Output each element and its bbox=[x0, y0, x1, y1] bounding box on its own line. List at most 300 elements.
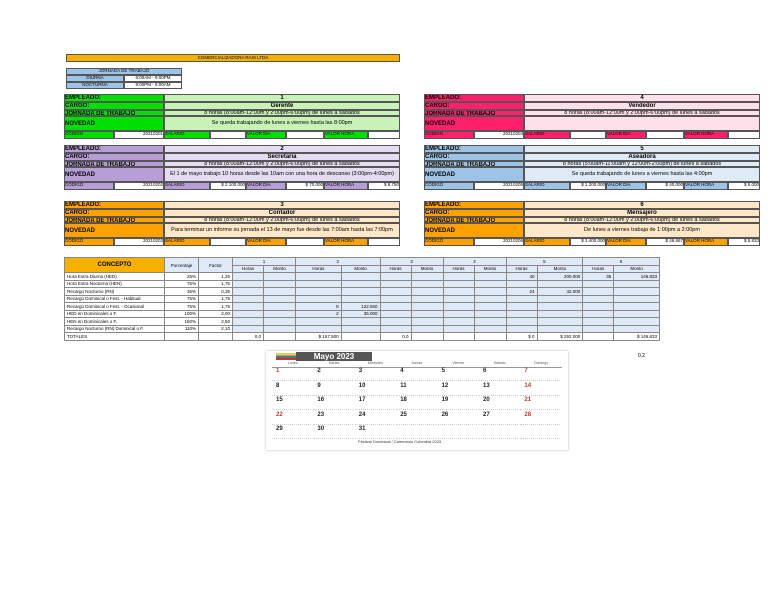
employee-valor-dia bbox=[646, 131, 684, 139]
factor-cell: 1,75 bbox=[199, 295, 233, 303]
calendar-day-cell: 1 bbox=[272, 368, 311, 381]
calendar-day-cell: 28 bbox=[520, 412, 559, 425]
porcentaje-cell: 150% bbox=[165, 318, 199, 326]
employee-col-header: 5 bbox=[506, 258, 583, 266]
valor-dia-label: VALOR DIA bbox=[606, 182, 646, 190]
employee-card-3 bbox=[64, 201, 400, 247]
value-cell bbox=[537, 303, 583, 311]
calendar-day-cell: 19 bbox=[438, 397, 477, 410]
factor-cell: 1,75 bbox=[199, 280, 233, 288]
jornada-label: JORNADA DE TRABAJO bbox=[424, 161, 524, 167]
calendar-day-header: Sabado bbox=[479, 361, 520, 368]
salario-label: SALARIO bbox=[524, 238, 570, 246]
factor-cell: 2,50 bbox=[199, 318, 233, 326]
calendar-day-cell: 7 bbox=[520, 368, 559, 381]
value-cell bbox=[614, 280, 660, 288]
empleado-label: EMPLEADO: bbox=[424, 201, 524, 209]
porcentaje-cell: 25% bbox=[165, 273, 199, 281]
calendar-day-cell bbox=[396, 426, 435, 439]
novedad-label: NOVEDAD bbox=[64, 116, 164, 131]
total-cell bbox=[411, 333, 443, 341]
side-value: 0,2 bbox=[638, 353, 645, 359]
value-cell bbox=[411, 325, 443, 333]
value-cell bbox=[474, 295, 506, 303]
employee-valor-dia: $ 40.000 bbox=[646, 182, 684, 190]
calendar-day-cell: 15 bbox=[272, 397, 311, 410]
valor-hora-label: VALOR HORA bbox=[324, 238, 368, 246]
value-cell bbox=[583, 288, 614, 296]
concepto-header: CONCEPTO bbox=[65, 258, 165, 273]
value-cell bbox=[380, 280, 411, 288]
employee-cargo: Gerente bbox=[164, 102, 400, 110]
value-cell bbox=[380, 303, 411, 311]
value-cell bbox=[264, 318, 296, 326]
employee-codigo: 20210203 bbox=[114, 238, 164, 246]
employee-codigo: 20210202 bbox=[114, 182, 164, 190]
employee-number: 1 bbox=[164, 94, 400, 102]
blank-cell bbox=[199, 333, 233, 341]
valor-dia-label: VALOR DIA bbox=[246, 131, 286, 139]
total-cell: $ 157.500 bbox=[296, 333, 342, 341]
value-cell: 200.000 bbox=[537, 273, 583, 281]
value-cell bbox=[506, 280, 537, 288]
value-cell bbox=[583, 280, 614, 288]
valor-hora-label: VALOR HORA bbox=[684, 131, 728, 139]
codigo-label: CODIGO bbox=[64, 131, 114, 139]
value-cell bbox=[474, 325, 506, 333]
jornada-label: JORNADA DE TRABAJO bbox=[64, 110, 164, 116]
calendar-day-cell: 2 bbox=[313, 368, 352, 381]
value-cell bbox=[614, 303, 660, 311]
jornada-label: JORNADA DE TRABAJO bbox=[64, 161, 164, 167]
value-cell: 42.000 bbox=[537, 288, 583, 296]
summary-table bbox=[64, 257, 660, 341]
porcentaje-header: Porcentaje bbox=[165, 258, 199, 273]
value-cell bbox=[614, 325, 660, 333]
value-cell bbox=[474, 288, 506, 296]
value-cell bbox=[341, 318, 380, 326]
colombia-flag-icon bbox=[276, 353, 296, 360]
total-cell bbox=[443, 333, 474, 341]
calendar-day-cell: 23 bbox=[313, 412, 352, 425]
monto-header: Monto bbox=[264, 265, 296, 273]
valor-dia-label: VALOR DIA bbox=[246, 238, 286, 246]
value-cell bbox=[443, 280, 474, 288]
calendar-day-cell: 10 bbox=[355, 383, 394, 396]
value-cell bbox=[474, 273, 506, 281]
employee-cargo: Mensajero bbox=[524, 209, 760, 217]
employee-card-6 bbox=[424, 201, 760, 247]
concepto-cell: Hora Extra Diurna (HED) bbox=[65, 273, 165, 281]
value-cell bbox=[614, 288, 660, 296]
employee-col-header: 2 bbox=[296, 258, 381, 266]
value-cell bbox=[264, 288, 296, 296]
salario-label: SALARIO bbox=[524, 182, 570, 190]
calendar-day-cell: 21 bbox=[520, 397, 559, 410]
total-cell bbox=[583, 333, 614, 341]
value-cell: 35 bbox=[583, 273, 614, 281]
calendar-day-cell: 8 bbox=[272, 383, 311, 396]
employee-novedad: De lunes a viernes trabaja de 1:00pm a 2:00pm bbox=[524, 223, 760, 238]
calendar-day-cell: 13 bbox=[479, 383, 518, 396]
factor-cell: 0,35 bbox=[199, 288, 233, 296]
concepto-cell: HEN en Dominicales o F. bbox=[65, 318, 165, 326]
calendar-day-header: Martes bbox=[313, 361, 354, 368]
value-cell bbox=[506, 295, 537, 303]
calendar-day-cell: 29 bbox=[272, 426, 311, 439]
employee-novedad bbox=[524, 116, 760, 131]
cargo-label: CARGO: bbox=[424, 153, 524, 161]
value-cell bbox=[443, 310, 474, 318]
calendar-image bbox=[266, 351, 568, 450]
value-cell bbox=[380, 310, 411, 318]
valor-hora-label: VALOR HORA bbox=[684, 238, 728, 246]
value-cell bbox=[443, 303, 474, 311]
value-cell bbox=[537, 280, 583, 288]
employee-salario: $ 1.400.000 bbox=[570, 238, 606, 246]
concepto-cell: Recargo Dominical o Fest. - Ocasional bbox=[65, 303, 165, 311]
employee-jornada: 8 horas (8:00am-12:00m y 2:00pm-6:00pm) de lunes a sabados bbox=[164, 217, 400, 223]
calendar-day-cell bbox=[479, 426, 518, 439]
employee-novedad: El 1 de mayo trabajo 10 horas desde las 10am con una hora de descanso (3:00pm-4:00pm) bbox=[164, 167, 400, 182]
employee-cargo: Secretaria bbox=[164, 153, 400, 161]
jornada-diurna-label: DIURNA bbox=[66, 75, 124, 82]
value-cell bbox=[380, 295, 411, 303]
value-cell bbox=[474, 303, 506, 311]
employee-jornada: 8 horas (5:00am-11:00am y 12:00m-2:00pm) de lunes a sabados bbox=[524, 161, 760, 167]
employee-salario bbox=[210, 131, 246, 139]
employee-salario: $ 1.200.000 bbox=[570, 182, 606, 190]
total-cell bbox=[264, 333, 296, 341]
value-cell bbox=[537, 318, 583, 326]
value-cell bbox=[341, 288, 380, 296]
novedad-label: NOVEDAD bbox=[424, 223, 524, 238]
calendar-day-header: Viernes bbox=[438, 361, 479, 368]
value-cell bbox=[537, 295, 583, 303]
value-cell bbox=[411, 303, 443, 311]
value-cell bbox=[233, 288, 264, 296]
employee-valor-dia bbox=[286, 131, 324, 139]
employee-col-header: 4 bbox=[443, 258, 506, 266]
factor-cell: 1,25 bbox=[199, 273, 233, 281]
value-cell bbox=[380, 318, 411, 326]
factor-header: Factor bbox=[199, 258, 233, 273]
monto-header: Monto bbox=[614, 265, 660, 273]
value-cell bbox=[583, 325, 614, 333]
value-cell bbox=[614, 295, 660, 303]
value-cell bbox=[296, 318, 342, 326]
codigo-label: CODIGO bbox=[424, 238, 474, 246]
employee-number: 5 bbox=[524, 145, 760, 153]
factor-cell: 2,10 bbox=[199, 325, 233, 333]
blank-cell bbox=[165, 333, 199, 341]
value-cell bbox=[411, 288, 443, 296]
employee-col-header: 1 bbox=[233, 258, 296, 266]
empleado-label: EMPLEADO: bbox=[424, 94, 524, 102]
employee-novedad: Se queda trabajando de lunes a viernes hasta las 4:00pm bbox=[524, 167, 760, 182]
value-cell: 122.500 bbox=[341, 303, 380, 311]
employee-valor-hora bbox=[368, 238, 400, 246]
value-cell bbox=[233, 325, 264, 333]
empleado-label: EMPLEADO: bbox=[424, 145, 524, 153]
employee-card-4 bbox=[424, 94, 760, 140]
employee-jornada: 8 horas (8:00am-12:00m y 2:00pm-6:00pm) de lunes a sabados bbox=[164, 161, 400, 167]
value-cell bbox=[614, 318, 660, 326]
value-cell bbox=[443, 273, 474, 281]
total-cell: $ 146.833 bbox=[614, 333, 660, 341]
employee-salario: $ 2.100.000 bbox=[210, 182, 246, 190]
empleado-label: EMPLEADO: bbox=[64, 145, 164, 153]
employee-codigo: 20210204 bbox=[474, 131, 524, 139]
value-cell bbox=[264, 280, 296, 288]
employee-valor-dia: $ 70.000 bbox=[286, 182, 324, 190]
calendar-day-cell: 3 bbox=[355, 368, 394, 381]
value-cell bbox=[443, 325, 474, 333]
concepto-cell: HED en Dominicales o F. bbox=[65, 310, 165, 318]
value-cell bbox=[506, 318, 537, 326]
calendar-day-cell: 27 bbox=[479, 412, 518, 425]
cargo-label: CARGO: bbox=[64, 209, 164, 217]
novedad-label: NOVEDAD bbox=[64, 223, 164, 238]
calendar-day-cell: 25 bbox=[396, 412, 435, 425]
value-cell bbox=[264, 295, 296, 303]
value-cell bbox=[411, 273, 443, 281]
value-cell bbox=[264, 273, 296, 281]
employee-jornada: 8 horas (8:00am-12:00m y 2:00pm-6:00pm) de lunes a sabados bbox=[524, 110, 760, 116]
calendar-day-cell: 22 bbox=[272, 412, 311, 425]
employee-cargo: Vendedor bbox=[524, 102, 760, 110]
calendar-day-header: Miercoles bbox=[355, 361, 396, 368]
value-cell bbox=[296, 280, 342, 288]
horas-header: Horas bbox=[380, 265, 411, 273]
value-cell bbox=[411, 295, 443, 303]
value-cell: 24 bbox=[506, 288, 537, 296]
value-cell bbox=[583, 295, 614, 303]
empleado-label: EMPLEADO: bbox=[64, 94, 164, 102]
value-cell bbox=[233, 280, 264, 288]
employee-codigo: 20210201 bbox=[114, 131, 164, 139]
employee-codigo: 20210206 bbox=[474, 238, 524, 246]
calendar-day-cell bbox=[520, 426, 559, 439]
employee-jornada: 8 horas (8:00am-12:00m y 2:00pm-6:00pm) de lunes a sabados bbox=[524, 217, 760, 223]
value-cell bbox=[411, 318, 443, 326]
value-cell bbox=[474, 310, 506, 318]
value-cell bbox=[506, 325, 537, 333]
concepto-cell: Recargo Dominical o Fest. - Habitual bbox=[65, 295, 165, 303]
horas-header: Horas bbox=[233, 265, 264, 273]
value-cell bbox=[341, 280, 380, 288]
calendar-day-cell: 5 bbox=[438, 368, 477, 381]
value-cell bbox=[341, 325, 380, 333]
codigo-label: CODIGO bbox=[424, 182, 474, 190]
value-cell bbox=[233, 273, 264, 281]
calendar-day-cell: 17 bbox=[355, 397, 394, 410]
jornada-label: JORNADA DE TRABAJO bbox=[64, 217, 164, 223]
codigo-label: CODIGO bbox=[424, 131, 474, 139]
monto-header: Monto bbox=[537, 265, 583, 273]
calendar-title: Mayo 2023 bbox=[296, 352, 372, 361]
jornada-title: JORNADA DE TRABAJO bbox=[66, 68, 182, 75]
totales-label: TOTALES bbox=[65, 333, 165, 341]
value-cell bbox=[583, 310, 614, 318]
valor-dia-label: VALOR DIA bbox=[606, 238, 646, 246]
jornada-nocturna-label: NOCTURNA bbox=[66, 82, 124, 89]
value-cell bbox=[474, 318, 506, 326]
employee-number: 4 bbox=[524, 94, 760, 102]
salario-label: SALARIO bbox=[164, 182, 210, 190]
monto-header: Monto bbox=[411, 265, 443, 273]
employee-col-header: 6 bbox=[583, 258, 660, 266]
calendar-day-cell: 9 bbox=[313, 383, 352, 396]
calendar-day-cell: 4 bbox=[396, 368, 435, 381]
value-cell bbox=[233, 318, 264, 326]
employee-salario bbox=[570, 131, 606, 139]
salario-label: SALARIO bbox=[524, 131, 570, 139]
concepto-cell: Hora Extra Nocturna (HEN) bbox=[65, 280, 165, 288]
factor-cell: 1,75 bbox=[199, 303, 233, 311]
cargo-label: CARGO: bbox=[64, 153, 164, 161]
value-cell bbox=[233, 303, 264, 311]
porcentaje-cell: 75% bbox=[165, 280, 199, 288]
value-cell bbox=[264, 310, 296, 318]
jornada-label: JORNADA DE TRABAJO bbox=[424, 110, 524, 116]
total-cell: 0,0 bbox=[380, 333, 411, 341]
value-cell bbox=[380, 273, 411, 281]
value-cell: 2 bbox=[296, 310, 342, 318]
value-cell bbox=[411, 280, 443, 288]
codigo-label: CODIGO bbox=[64, 182, 114, 190]
calendar-day-cell: 6 bbox=[479, 368, 518, 381]
horas-header: Horas bbox=[506, 265, 537, 273]
employee-number: 6 bbox=[524, 201, 760, 209]
employee-novedad: Para terminar un informe su jornada el 13 de mayo fue desde las 7:00am hasta las 7:00pm bbox=[164, 223, 400, 238]
valor-dia-label: VALOR DIA bbox=[606, 131, 646, 139]
horas-header: Horas bbox=[443, 265, 474, 273]
calendar-day-cell: 12 bbox=[438, 383, 477, 396]
novedad-label: NOVEDAD bbox=[64, 167, 164, 182]
value-cell: 35.000 bbox=[341, 310, 380, 318]
employee-number: 2 bbox=[164, 145, 400, 153]
employee-salario bbox=[210, 238, 246, 246]
porcentaje-cell: 110% bbox=[165, 325, 199, 333]
total-cell: $ 292.000 bbox=[537, 333, 583, 341]
valor-hora-label: VALOR HORA bbox=[324, 182, 368, 190]
value-cell bbox=[474, 280, 506, 288]
employee-cargo: Contador bbox=[164, 209, 400, 217]
value-cell: 146.833 bbox=[614, 273, 660, 281]
cargo-label: CARGO: bbox=[424, 209, 524, 217]
valor-hora-label: VALOR HORA bbox=[684, 182, 728, 190]
value-cell bbox=[264, 303, 296, 311]
novedad-label: NOVEDAD bbox=[424, 167, 524, 182]
employee-card-1 bbox=[64, 94, 400, 140]
employee-valor-dia bbox=[286, 238, 324, 246]
employee-valor-hora: $ 5.833 bbox=[728, 238, 760, 246]
value-cell bbox=[296, 295, 342, 303]
calendar-day-header: Lunes bbox=[272, 361, 313, 368]
calendar-day-cell: 30 bbox=[313, 426, 352, 439]
employee-valor-hora bbox=[368, 131, 400, 139]
value-cell bbox=[537, 310, 583, 318]
concepto-cell: Recargo Nocturno (RN) Dominical o F. bbox=[65, 325, 165, 333]
employee-valor-hora: $ 5.000 bbox=[728, 182, 760, 190]
value-cell bbox=[296, 273, 342, 281]
valor-hora-label: VALOR HORA bbox=[324, 131, 368, 139]
porcentaje-cell: 35% bbox=[165, 288, 199, 296]
value-cell: 8 bbox=[296, 303, 342, 311]
calendar-day-header: Jueves bbox=[396, 361, 437, 368]
value-cell bbox=[583, 318, 614, 326]
employee-card-5 bbox=[424, 145, 760, 191]
cargo-label: CARGO: bbox=[424, 102, 524, 110]
porcentaje-cell: 75% bbox=[165, 295, 199, 303]
jornada-label: JORNADA DE TRABAJO bbox=[424, 217, 524, 223]
calendar-day-cell: 20 bbox=[479, 397, 518, 410]
employee-valor-hora: $ 8.750 bbox=[368, 182, 400, 190]
empleado-label: EMPLEADO: bbox=[64, 201, 164, 209]
jornada-diurna-value: 6:00AM - 9:00PM bbox=[124, 75, 182, 82]
employee-valor-dia: $ 46.667 bbox=[646, 238, 684, 246]
value-cell bbox=[341, 295, 380, 303]
value-cell bbox=[443, 318, 474, 326]
total-cell bbox=[474, 333, 506, 341]
total-cell: 0,0 bbox=[233, 333, 264, 341]
value-cell bbox=[341, 273, 380, 281]
value-cell bbox=[443, 295, 474, 303]
employee-codigo: 20210205 bbox=[474, 182, 524, 190]
value-cell bbox=[296, 288, 342, 296]
monto-header: Monto bbox=[341, 265, 380, 273]
codigo-label: CODIGO bbox=[64, 238, 114, 246]
total-cell bbox=[341, 333, 380, 341]
value-cell: 40 bbox=[506, 273, 537, 281]
value-cell bbox=[264, 325, 296, 333]
salario-label: SALARIO bbox=[164, 238, 210, 246]
monto-header: Monto bbox=[474, 265, 506, 273]
calendar-day-cell: 14 bbox=[520, 383, 559, 396]
employee-card-2 bbox=[64, 145, 400, 191]
value-cell bbox=[506, 310, 537, 318]
calendar-day-cell: 11 bbox=[396, 383, 435, 396]
concepto-cell: Recargo Nocturno (RN) bbox=[65, 288, 165, 296]
calendar-day-header: Domingo bbox=[520, 361, 561, 368]
calendar-day-cell: 26 bbox=[438, 412, 477, 425]
cargo-label: CARGO: bbox=[64, 102, 164, 110]
total-cell: $ 0 bbox=[506, 333, 537, 341]
factor-cell: 2,00 bbox=[199, 310, 233, 318]
employee-novedad: Se queda trabajando de lunes a viernes hasta las 8:00pm bbox=[164, 116, 400, 131]
value-cell bbox=[233, 295, 264, 303]
jornada-nocturna-value: 9:00PM - 6:00AM bbox=[124, 82, 182, 89]
value-cell bbox=[380, 325, 411, 333]
valor-dia-label: VALOR DIA bbox=[246, 182, 286, 190]
employee-cargo: Aseadora bbox=[524, 153, 760, 161]
porcentaje-cell: 100% bbox=[165, 310, 199, 318]
employee-valor-hora bbox=[728, 131, 760, 139]
calendar-footer: Festival Dominical / Calendario Colombia 2023 bbox=[358, 439, 442, 444]
horas-header: Horas bbox=[296, 265, 342, 273]
value-cell bbox=[614, 310, 660, 318]
employee-number: 3 bbox=[164, 201, 400, 209]
calendar-day-cell: 24 bbox=[355, 412, 394, 425]
porcentaje-cell: 75% bbox=[165, 303, 199, 311]
company-title: COMERCIALIZADORA RAIS LTDA bbox=[66, 54, 400, 62]
employee-jornada: 8 horas (8:00am-12:00m y 2:00pm-6:00pm) de lunes a sabados bbox=[164, 110, 400, 116]
value-cell bbox=[233, 310, 264, 318]
value-cell bbox=[411, 310, 443, 318]
value-cell bbox=[443, 288, 474, 296]
calendar-day-cell: 18 bbox=[396, 397, 435, 410]
